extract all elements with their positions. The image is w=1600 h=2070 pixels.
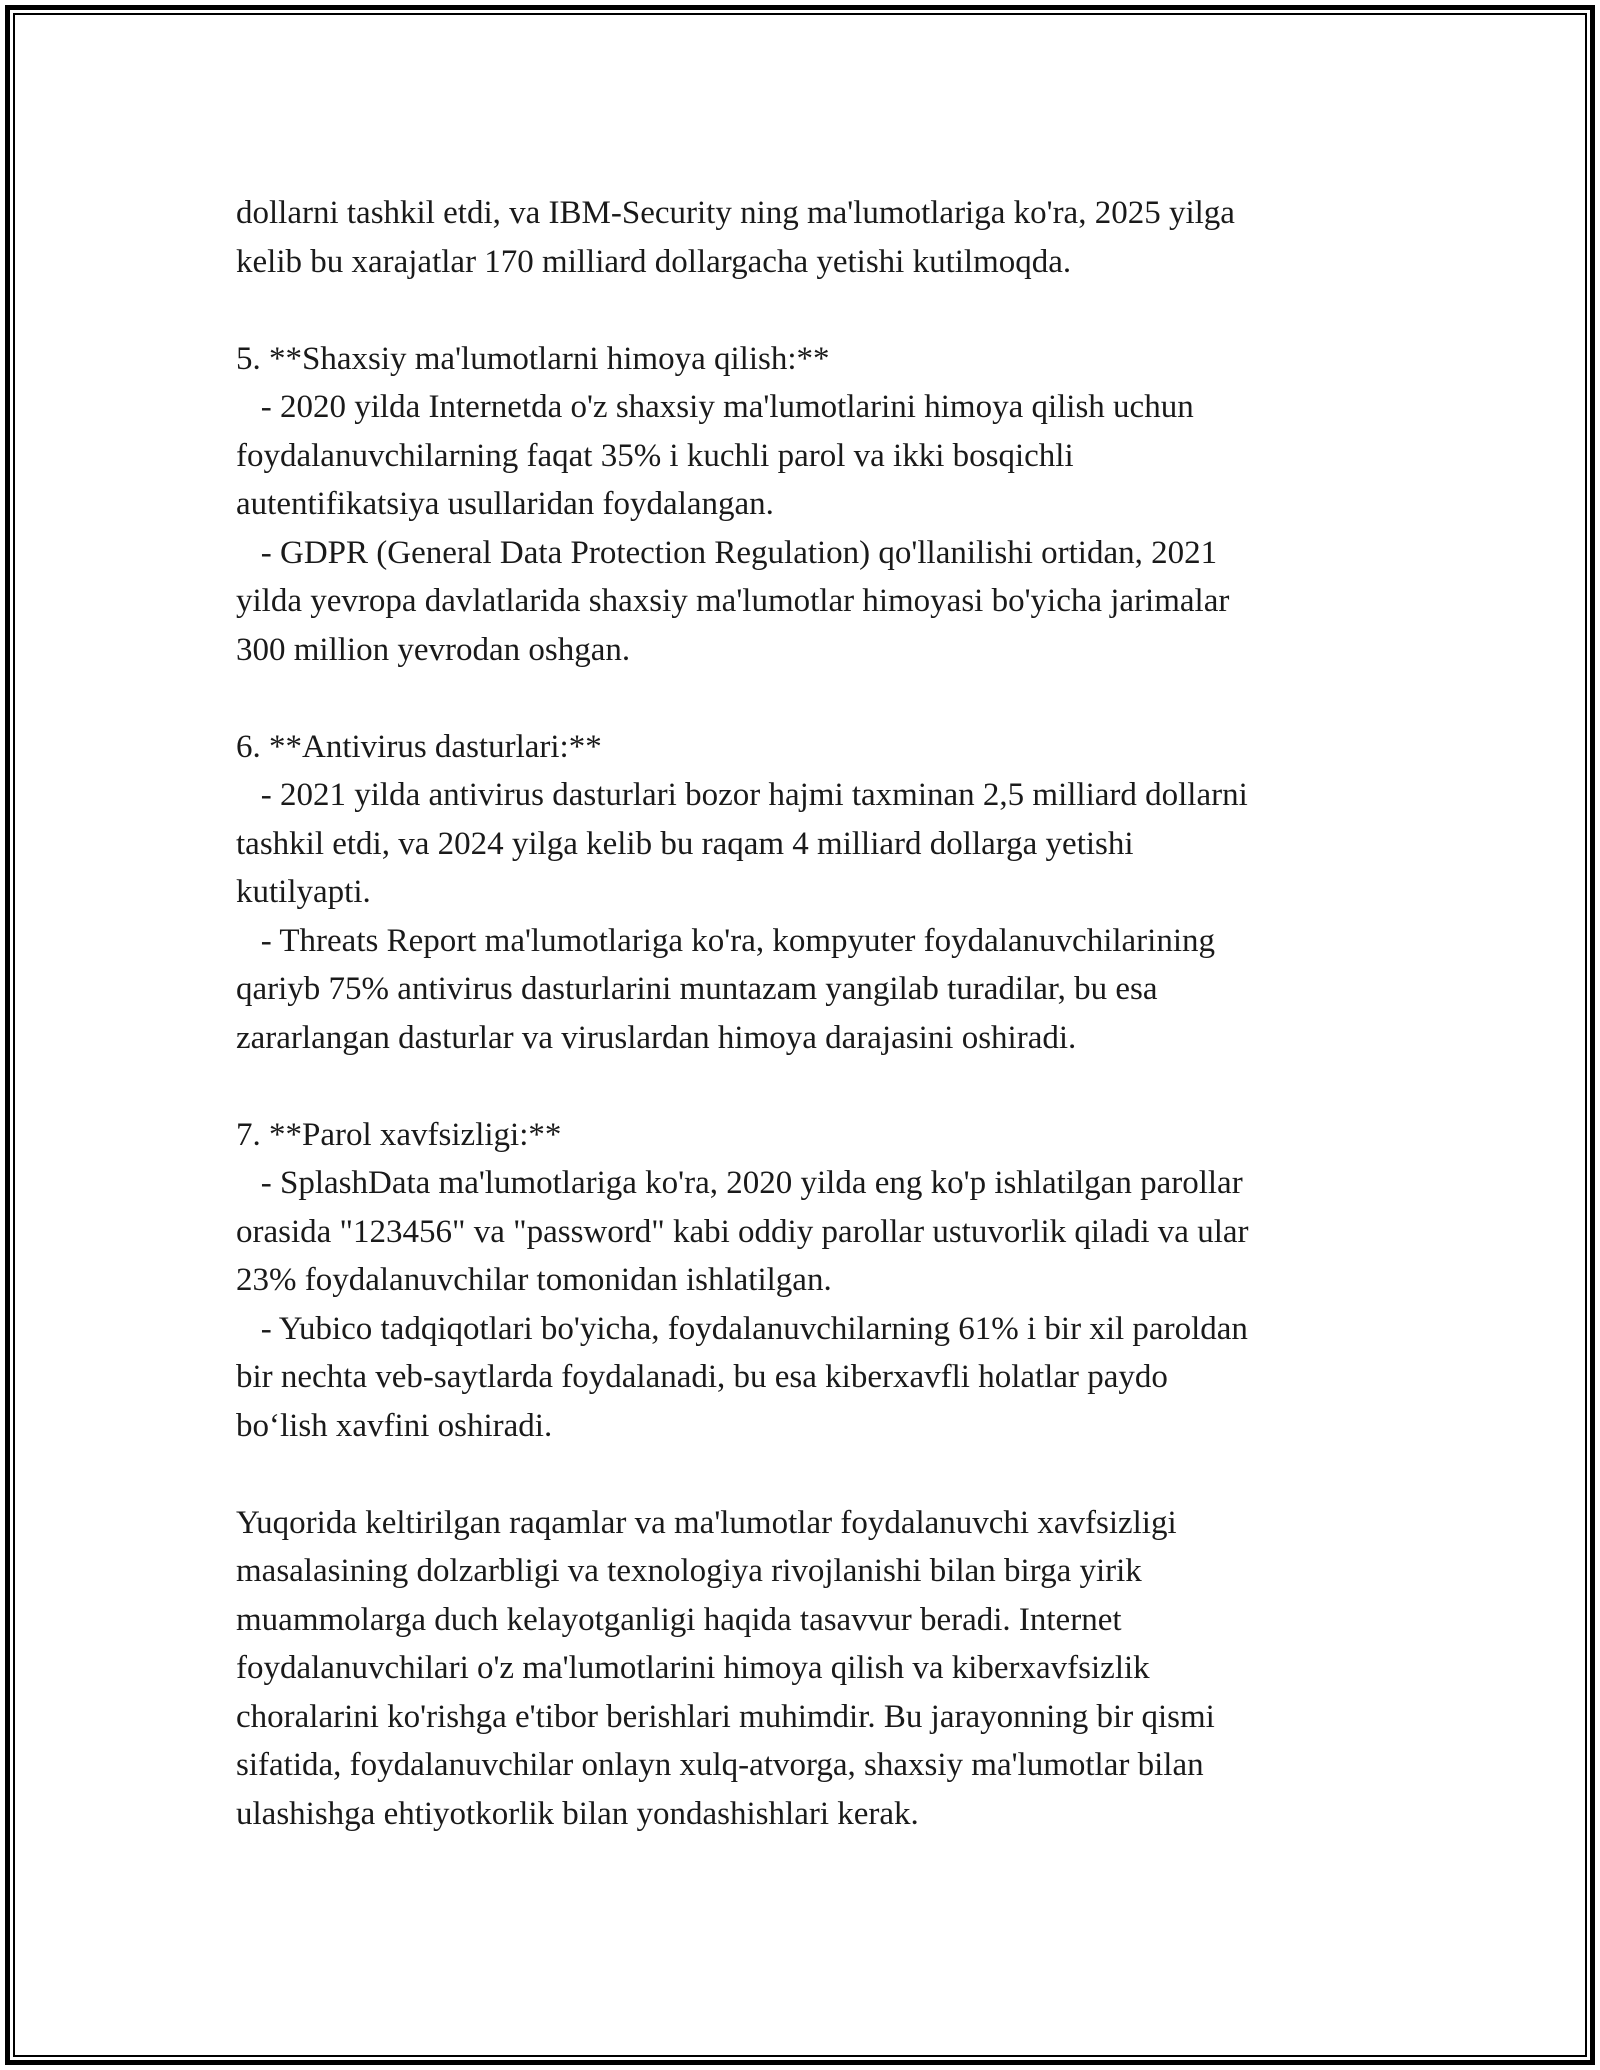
text-line: bo‘lish xavfini oshiradi. [236, 1407, 553, 1444]
text-line: orasida "123456" va "password" kabi oddiy parollar ustuvorlik qiladi va ular [236, 1213, 1249, 1250]
text-line: qariyb 75% antivirus dasturlarini muntazam yangilab turadilar, bu esa [236, 971, 1158, 1007]
conclusion-paragraph [236, 1499, 1386, 1839]
section-personal-data [236, 335, 1386, 675]
text-line: zararlangan dasturlar va viruslardan himoya darajasini oshiradi. [236, 1019, 1077, 1056]
text-line: - 2020 yilda Internetda o'z shaxsiy ma'lumotlarini himoya qilish uchun [236, 389, 1194, 425]
section-password-security [236, 1111, 1386, 1451]
text-line: kutilyapti. [236, 874, 371, 910]
paragraph-gap [236, 1062, 1386, 1111]
text-line: foydalanuvchilarning faqat 35% i kuchli parol va ikki bosqichli [236, 437, 1074, 474]
text-line: - GDPR (General Data Protection Regulation) qo'llanilishi ortidan, 2021 [236, 534, 1218, 571]
text-line: - SplashData ma'lumotlariga ko'ra, 2020 yilda eng ko'p ishlatilgan parollar [236, 1165, 1243, 1201]
text-line: choralarini ko'rishga e'tibor berishlari muhimdir. Bu jarayonning bir qismi [236, 1698, 1215, 1735]
text-line: - 2021 yilda antivirus dasturlari bozor hajmi taxminan 2,5 milliard dollarni [236, 777, 1248, 813]
text-line: autentifikatsiya usullaridan foydalangan. [236, 486, 774, 522]
text-line: - Yubico tadqiqotlari bo'yicha, foydalanuvchilarning 61% i bir xil paroldan [236, 1310, 1248, 1347]
paragraph-gap [236, 286, 1386, 335]
text-line: Yuqorida keltirilgan raqamlar va ma'lumotlar foydalanuvchi xavfsizligi [236, 1504, 1177, 1541]
text-line: sifatida, foydalanuvchilar onlayn xulq-atvorga, shaxsiy ma'lumotlar bilan [236, 1747, 1204, 1783]
section-heading: 6. **Antivirus dasturlari:** [236, 728, 602, 765]
intro-paragraph [236, 189, 1386, 286]
section-heading: 7. **Parol xavfsizligi:** [236, 1116, 562, 1153]
text-line: - Threats Report ma'lumotlariga ko'ra, kompyuter foydalanuvchilarining [236, 922, 1216, 959]
text-line: bir nechta veb-saytlarda foydalanadi, bu esa kiberxavfli holatlar paydo [236, 1359, 1168, 1395]
text-line: 300 million yevrodan oshgan. [236, 631, 631, 668]
section-heading: 5. **Shaxsiy ma'lumotlarni himoya qilish:** [236, 340, 830, 377]
text-line: ulashishga ehtiyotkorlik bilan yondashishlari kerak. [236, 1795, 919, 1832]
paragraph-gap [236, 1450, 1386, 1499]
text-line: masalasining dolzarbligi va texnologiya rivojlanishi bilan birga yirik [236, 1553, 1142, 1589]
text-line: 23% foydalanuvchilar tomonidan ishlatilgan. [236, 1262, 832, 1298]
document-body [236, 189, 1386, 1838]
text-line: foydalanuvchilari o'z ma'lumotlarini himoya qilish va kiberxavfsizlik [236, 1650, 1150, 1686]
text-line: muammolarga duch kelayotganligi haqida tasavvur beradi. Internet [236, 1601, 1122, 1638]
section-antivirus [236, 723, 1386, 1063]
text-line: tashkil etdi, va 2024 yilga kelib bu raqam 4 milliard dollarga yetishi [236, 825, 1134, 862]
text-line: dollarni tashkil etdi, va IBM-Security ning ma'lumotlariga ko'ra, 2025 yilga [236, 195, 1235, 231]
text-line: yilda yevropa davlatlarida shaxsiy ma'lumotlar himoyasi bo'yicha jarimalar [236, 583, 1230, 619]
text-line: kelib bu xarajatlar 170 milliard dollargacha yetishi kutilmoqda. [236, 243, 1072, 280]
paragraph-gap [236, 674, 1386, 723]
